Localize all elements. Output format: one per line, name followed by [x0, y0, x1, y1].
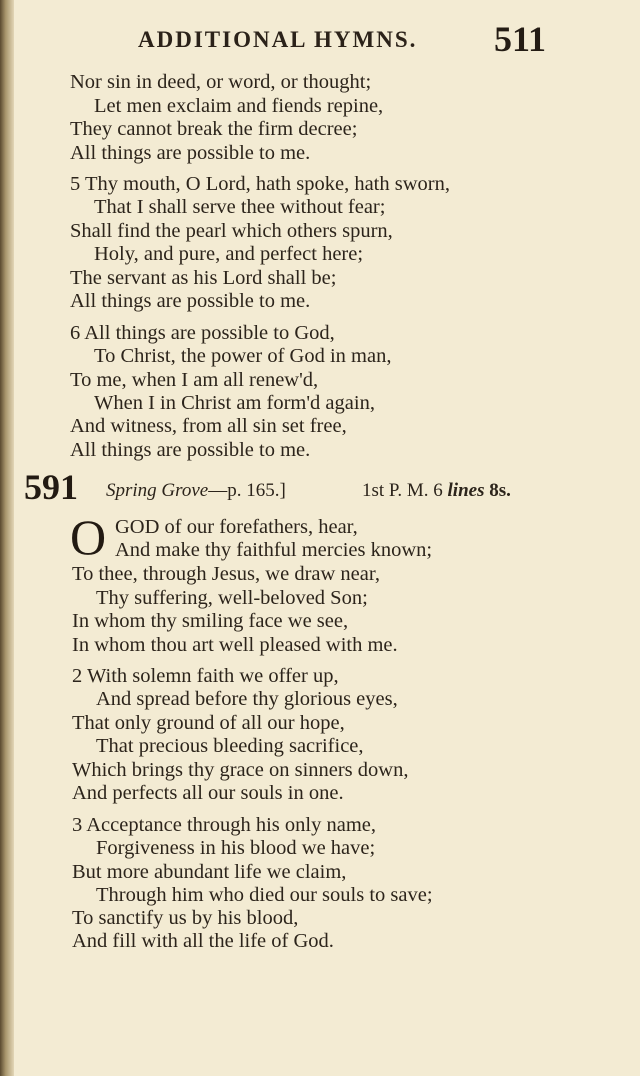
verse-line: The servant as his Lord shall be; [70, 267, 337, 289]
verse-line: In whom thou art well pleased with me. [72, 634, 398, 656]
verse-line: They cannot break the firm decree; [70, 118, 358, 140]
verse-line: 6 All things are possible to God, [70, 322, 335, 344]
verse-line: Holy, and pure, and perfect here; [94, 243, 364, 265]
tune-name: Spring Grove [106, 480, 209, 501]
verse-line: That precious bleeding sacrifice, [96, 735, 364, 757]
verse-line: And spread before thy glorious eyes, [96, 688, 398, 710]
verse-line: All things are possible to me. [70, 142, 311, 164]
tune-page: —p. 165.] [208, 480, 286, 501]
verse-line: When I in Christ am form'd again, [94, 392, 375, 414]
verse-line: Which brings thy grace on sinners down, [72, 759, 409, 781]
verse-line: And perfects all our souls in one. [72, 782, 344, 804]
verse-line: Forgiveness in his blood we have; [96, 837, 376, 859]
page-number: 511 [494, 19, 547, 59]
verse-line: Through him who died our souls to save; [96, 884, 433, 906]
page-header [0, 18, 640, 58]
hymn-number: 591 [24, 467, 78, 507]
verse-line: Thy suffering, well-beloved Son; [96, 587, 368, 609]
meter-lines: lines [447, 480, 485, 501]
verse-line: But more abundant life we claim, [72, 861, 347, 883]
verse-line: All things are possible to me. [70, 290, 311, 312]
verse-line: To me, when I am all renew'd, [70, 369, 319, 391]
verse-line: To Christ, the power of God in man, [94, 345, 392, 367]
verse-line: 2 With solemn faith we offer up, [72, 665, 339, 687]
verse-line: GOD of our forefathers, hear, [115, 516, 358, 538]
verse-line: To thee, through Jesus, we draw near, [72, 563, 381, 585]
verse-line: And witness, from all sin set free, [70, 415, 347, 437]
verse-line: Nor sin in deed, or word, or thought; [70, 71, 372, 93]
verse-line: All things are possible to me. [70, 439, 311, 461]
verse-line: Let men exclaim and fiends repine, [94, 95, 384, 117]
verse-line: 3 Acceptance through his only name, [72, 814, 376, 836]
hymn-tune [106, 480, 286, 502]
drop-cap: O [70, 509, 107, 565]
verse-line: 5 Thy mouth, O Lord, hath spoke, hath sworn, [70, 173, 450, 195]
verse-line: And make thy faithful mercies known; [115, 539, 433, 561]
verse-line: To sanctify us by his blood, [72, 907, 299, 929]
running-title: ADDITIONAL HYMNS. [138, 27, 418, 52]
meter-suffix: 8s. [489, 480, 511, 501]
meter-prefix: 1st P. M. 6 [362, 480, 443, 501]
verse-line: That only ground of all our hope, [72, 712, 345, 734]
hymn-meter [362, 480, 511, 502]
verse-line: Shall find the pearl which others spurn, [70, 220, 393, 242]
verse-line: That I shall serve thee without fear; [94, 196, 386, 218]
verse-line: And fill with all the life of God. [72, 930, 334, 952]
verse-line: In whom thy smiling face we see, [72, 610, 349, 632]
